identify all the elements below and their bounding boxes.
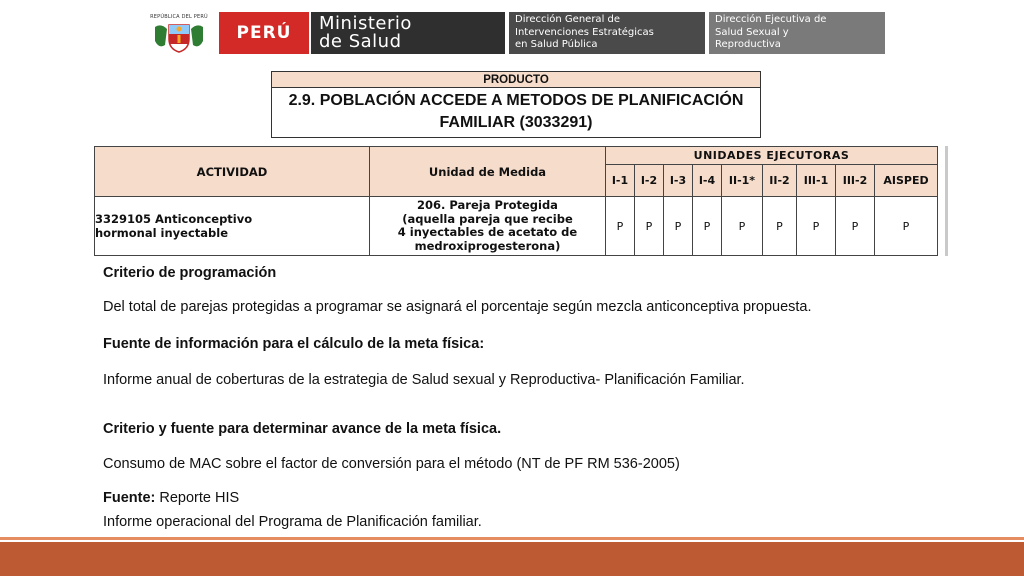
unidad-line: 4 inyectables de acetato de	[397, 225, 578, 239]
ministerio-line2: de Salud	[319, 31, 402, 52]
unit-header: III-1	[797, 165, 836, 197]
cell-value: P	[836, 197, 875, 256]
coat-of-arms-logo	[145, 12, 213, 54]
product-box	[271, 71, 761, 138]
product-title	[272, 88, 760, 137]
unit-header: I-4	[693, 165, 722, 197]
unit-header: I-2	[635, 165, 664, 197]
direccion-ejecutiva-box	[709, 12, 885, 54]
cell-value: P	[693, 197, 722, 256]
shield-caption: REPÚBLICA DEL PERÚ	[150, 14, 208, 20]
dg-line: en Salud Pública	[515, 39, 598, 50]
col-unidades-ejecutoras: UNIDADES EJECUTORAS	[606, 147, 938, 165]
product-title-line2: FAMILIAR (3033291)	[439, 114, 593, 131]
informe-text: Informe operacional del Programa de Planificación familiar.	[103, 514, 482, 530]
cell-value: P	[875, 197, 938, 256]
de-line: Dirección Ejecutiva de	[715, 14, 827, 25]
de-line: Salud Sexual y	[715, 26, 789, 38]
unit-header: I-1	[606, 165, 635, 197]
footer-line	[0, 537, 1024, 540]
unidad-line: (aquella pareja que recibe	[402, 211, 573, 226]
unit-header: AISPED	[875, 165, 938, 197]
cell-value: P	[722, 197, 763, 256]
table-edge-shadow	[945, 146, 948, 256]
ministerio-logo	[311, 12, 505, 54]
peru-logo: PERÚ	[219, 12, 309, 54]
coat-of-arms-icon	[151, 21, 207, 53]
unit-header: I-3	[664, 165, 693, 197]
criterio-text: Del total de parejas protegidas a programar se asignará el porcentaje según mezcla anticonceptiva propuesta.	[103, 299, 812, 315]
dg-line: Dirección General de	[515, 14, 621, 25]
unidad-line: 206. Pareja Protegida	[417, 198, 558, 212]
avance-title: Criterio y fuente para determinar avance de la meta física.	[103, 421, 502, 437]
cell-actividad	[95, 197, 370, 256]
cell-value: P	[797, 197, 836, 256]
unidad-line: medroxiprogesterona)	[414, 238, 561, 253]
unit-header: II-1*	[722, 165, 763, 197]
cell-value: P	[763, 197, 797, 256]
product-title-line1: 2.9. POBLACIÓN ACCEDE A METODOS DE PLANIFICACIÓN	[288, 92, 744, 109]
fuente-title: Fuente de información para el cálculo de la meta física:	[103, 336, 485, 352]
actividad-line2: hormonal inyectable	[95, 226, 229, 240]
fuente-value: Reporte HIS	[155, 490, 240, 506]
unit-header: III-2	[836, 165, 875, 197]
table-row	[95, 197, 938, 256]
de-line: Reproductiva	[715, 39, 781, 50]
header-logos	[145, 12, 885, 54]
cell-value: P	[664, 197, 693, 256]
footer-band	[0, 542, 1024, 576]
dg-line: Intervenciones Estratégicas	[515, 26, 654, 38]
cell-unidad-medida	[370, 197, 606, 256]
cell-value: P	[606, 197, 635, 256]
fuente-line	[103, 490, 239, 506]
criterio-title: Criterio de programación	[103, 265, 277, 281]
ministerio-line1: Ministerio	[319, 13, 412, 34]
col-unidad-medida: Unidad de Medida	[370, 147, 606, 197]
unit-header: II-2	[763, 165, 797, 197]
fuente-label: Fuente:	[103, 490, 156, 506]
direccion-general-box	[509, 12, 705, 54]
avance-text: Consumo de MAC sobre el factor de conversión para el método (NT de PF RM 536-2005)	[103, 456, 680, 472]
activity-table	[94, 146, 938, 256]
fuente-text: Informe anual de coberturas de la estrategia de Salud sexual y Reproductiva- Planificación Familiar.	[103, 372, 745, 388]
col-actividad: ACTIVIDAD	[95, 147, 370, 197]
product-header: PRODUCTO	[272, 72, 760, 88]
actividad-line1: 3329105 Anticonceptivo	[95, 212, 253, 226]
cell-value: P	[635, 197, 664, 256]
